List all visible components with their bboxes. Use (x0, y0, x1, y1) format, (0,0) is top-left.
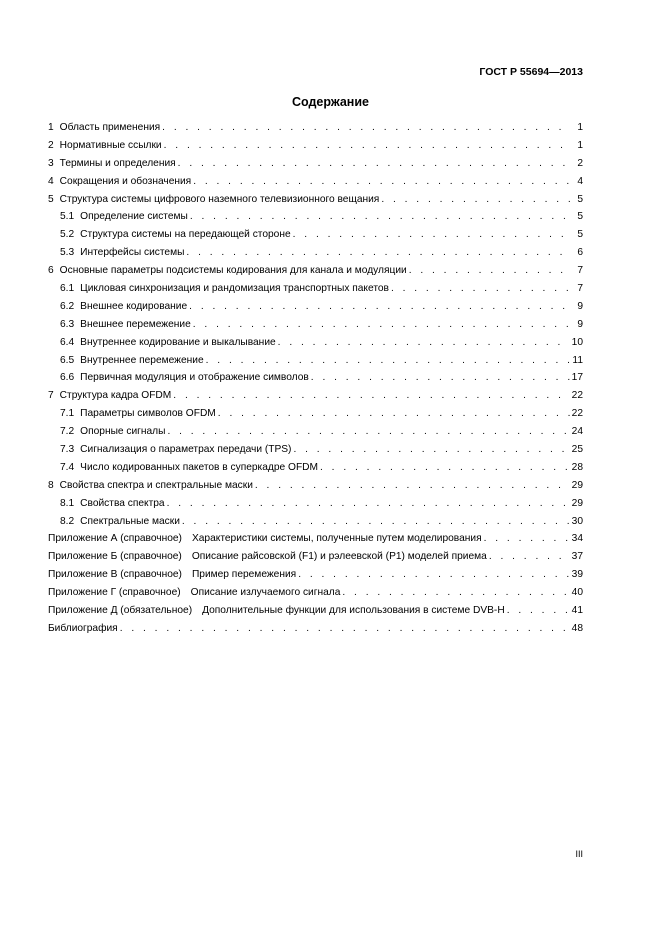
toc-entry (48, 408, 583, 426)
toc-entry-number: 6.4 (60, 336, 75, 348)
toc-entry-page: 24 (571, 426, 583, 438)
toc-dot-leader (167, 498, 570, 509)
toc-entry-page: 48 (571, 622, 583, 634)
toc-dot-leader (193, 319, 571, 330)
toc-dot-leader (409, 265, 571, 276)
toc-entry-title: Внутреннее кодирование и выкалывание (80, 336, 276, 348)
toc-entry-number: 7.4 (60, 461, 75, 473)
toc-entry-page: 7 (577, 283, 583, 295)
toc-entry-title: Термины и определения (59, 157, 176, 169)
toc-entry-title: Дополнительные функции для использования в системе DVB-H (202, 605, 505, 617)
toc-dot-leader (120, 623, 570, 634)
toc-entry (48, 587, 583, 605)
toc-entry-title: Интерфейсы системы (80, 247, 185, 259)
toc-dot-leader (293, 229, 571, 240)
toc-entry-title: Свойства спектра (80, 497, 165, 509)
toc-dot-leader (489, 551, 570, 562)
toc-entry-title: Число кодированных пакетов в суперкадре OFDM (80, 461, 319, 473)
toc-entry-number: 6.5 (60, 354, 75, 366)
toc-entry-title: Первичная модуляция и отображение символов (80, 372, 309, 384)
toc-entry-title: Свойства спектра и спектральные маски (59, 479, 253, 491)
toc-entry-number: 8.1 (60, 497, 75, 509)
toc-entry-page: 11 (572, 354, 583, 366)
toc-entry-page: 5 (577, 193, 583, 205)
toc-entry-number: 6 (48, 265, 54, 277)
toc-entry-page: 29 (571, 479, 583, 491)
toc-entry (48, 480, 583, 498)
toc-entry (48, 301, 583, 319)
toc-entry-page: 5 (577, 229, 583, 241)
toc-entry-page: 34 (571, 533, 583, 545)
toc-entry (48, 247, 583, 265)
toc-dot-leader (206, 355, 571, 366)
toc-dot-leader (342, 587, 569, 598)
toc-entry-page: 7 (577, 265, 583, 277)
toc-entry-page: 1 (577, 122, 583, 133)
toc-entry-title: Пример перемежения (191, 569, 297, 581)
toc-entry (48, 194, 583, 212)
toc-entry (48, 533, 583, 551)
toc-entry-page: 1 (577, 139, 583, 151)
toc-entry-page: 30 (571, 515, 583, 527)
toc-entry-appendix-label: Приложение А (справочное) (48, 533, 182, 545)
toc-entry (48, 229, 583, 247)
toc-entry-title: Сокращения и обозначения (59, 175, 192, 187)
toc-dot-leader (507, 605, 570, 616)
toc-entry-page: 29 (571, 497, 583, 509)
toc-dot-leader (164, 140, 571, 151)
toc-dot-leader (381, 194, 571, 205)
toc-entry-page: 4 (577, 175, 583, 187)
toc-entry-page: 22 (571, 390, 583, 402)
toc-entry-title: Основные параметры подсистемы кодирования для канала и модуляции (59, 265, 407, 277)
toc-dot-leader (484, 533, 570, 544)
toc-entry-number: 5 (48, 193, 54, 205)
toc-entry-page: 39 (571, 569, 583, 581)
toc-entry-title: Структура кадра OFDM (59, 390, 172, 402)
toc-entry-page: 22 (571, 408, 583, 420)
toc-dot-leader (167, 426, 569, 437)
toc-entry (48, 516, 583, 534)
toc-entry-title: Область применения (59, 122, 161, 133)
toc-entry (48, 355, 583, 373)
toc-entry-title: Опорные сигналы (80, 426, 166, 438)
toc-entry-title: Внешнее перемежение (80, 318, 191, 330)
toc-entry-number: 7 (48, 390, 54, 402)
toc-dot-leader (255, 480, 570, 491)
toc-entry-number: 7.1 (60, 408, 75, 420)
toc-dot-leader (391, 283, 571, 294)
toc-entry (48, 623, 583, 641)
toc-dot-leader (189, 301, 571, 312)
toc-entry-title: Сигнализация о параметрах передачи (TPS) (80, 444, 292, 456)
toc-dot-leader (298, 569, 569, 580)
toc-entry-number: 6.3 (60, 318, 75, 330)
toc-entry-title: Описание излучаемого сигнала (190, 587, 341, 599)
toc-entry-title: Цикловая синхронизация и рандомизация транспортных пакетов (80, 283, 389, 295)
toc-entry-title: Определение системы (80, 211, 188, 223)
toc-entry-number: 5.3 (60, 247, 75, 259)
toc-entry (48, 283, 583, 301)
toc-entry-number: 5.1 (60, 211, 75, 223)
toc-entry (48, 158, 583, 176)
toc-entry-page: 17 (571, 372, 583, 384)
toc-entry-number: 3 (48, 157, 54, 169)
toc-dot-leader (311, 372, 570, 383)
toc-title: Содержание (291, 95, 369, 109)
toc-entry-number: 7.2 (60, 426, 75, 438)
toc-entry (48, 140, 583, 158)
toc-entry-number: 4 (48, 175, 54, 187)
toc-dot-leader (218, 408, 570, 419)
toc-entry-number: 1 (48, 122, 54, 133)
toc-dot-leader (190, 211, 571, 222)
toc-dot-leader (162, 122, 571, 133)
toc-entry (48, 176, 583, 194)
toc-entry-appendix-label: Приложение Д (обязательное) (48, 605, 193, 617)
toc-entry-title: Описание райсовской (F1) и рэлеевской (P1) моделей приема (191, 551, 487, 563)
toc-entry-page: 6 (577, 247, 583, 259)
toc-entry (48, 426, 583, 444)
toc-entry-title: Структура системы цифрового наземного телевизионного вещания (59, 193, 380, 205)
page-header: ГОСТ Р 55694—2013 (479, 66, 583, 78)
toc-entry-number: 2 (48, 139, 54, 151)
toc-entry (48, 569, 583, 587)
toc-entry (48, 337, 583, 355)
toc-entry-number: 7.3 (60, 444, 75, 456)
toc-dot-leader (182, 516, 570, 527)
toc-entry (48, 122, 583, 140)
toc-entry-page: 37 (571, 551, 583, 563)
toc-dot-leader (293, 444, 569, 455)
toc-entry-appendix-label: Приложение Б (справочное) (48, 551, 182, 563)
toc-entry (48, 319, 583, 337)
toc-entry (48, 444, 583, 462)
toc-entry (48, 498, 583, 516)
toc-entry-page: 10 (571, 336, 583, 348)
toc-entry-title: Библиография (48, 622, 118, 634)
toc-dot-leader (193, 176, 571, 187)
table-of-contents (48, 122, 583, 641)
toc-entry-appendix-label: Приложение В (справочное) (48, 569, 182, 581)
toc-entry-title: Параметры символов OFDM (80, 408, 216, 420)
toc-entry-page: 9 (577, 318, 583, 330)
toc-entry-appendix-label: Приложение Г (справочное) (48, 587, 181, 599)
page-number: III (575, 849, 583, 859)
toc-entry-number: 6.2 (60, 300, 75, 312)
toc-entry-page: 40 (571, 587, 583, 599)
toc-dot-leader (178, 158, 571, 169)
toc-entry (48, 462, 583, 480)
toc-entry-page: 9 (577, 300, 583, 312)
toc-entry-page: 5 (577, 211, 583, 223)
toc-entry-number: 8 (48, 479, 54, 491)
toc-entry-title: Внутреннее перемежение (80, 354, 204, 366)
toc-entry-title: Нормативные ссылки (59, 139, 162, 151)
toc-entry-title: Структура системы на передающей стороне (80, 229, 291, 241)
toc-entry-page: 41 (571, 605, 583, 617)
toc-entry-page: 25 (571, 444, 583, 456)
toc-entry-number: 5.2 (60, 229, 75, 241)
toc-entry (48, 390, 583, 408)
toc-entry-title: Характеристики системы, полученные путем моделирования (191, 533, 482, 545)
toc-entry (48, 211, 583, 229)
toc-dot-leader (278, 337, 570, 348)
toc-entry (48, 605, 583, 623)
toc-dot-leader (186, 247, 571, 258)
toc-entry (48, 265, 583, 283)
toc-entry-title: Спектральные маски (80, 515, 180, 527)
toc-dot-leader (173, 390, 569, 401)
toc-entry-page: 28 (571, 461, 583, 473)
toc-dot-leader (320, 462, 570, 473)
toc-entry (48, 372, 583, 390)
toc-entry-number: 6.1 (60, 283, 75, 295)
toc-entry (48, 551, 583, 569)
toc-entry-page: 2 (577, 157, 583, 169)
toc-entry-title: Внешнее кодирование (80, 300, 188, 312)
toc-entry-number: 8.2 (60, 515, 75, 527)
toc-entry-number: 6.6 (60, 372, 75, 384)
